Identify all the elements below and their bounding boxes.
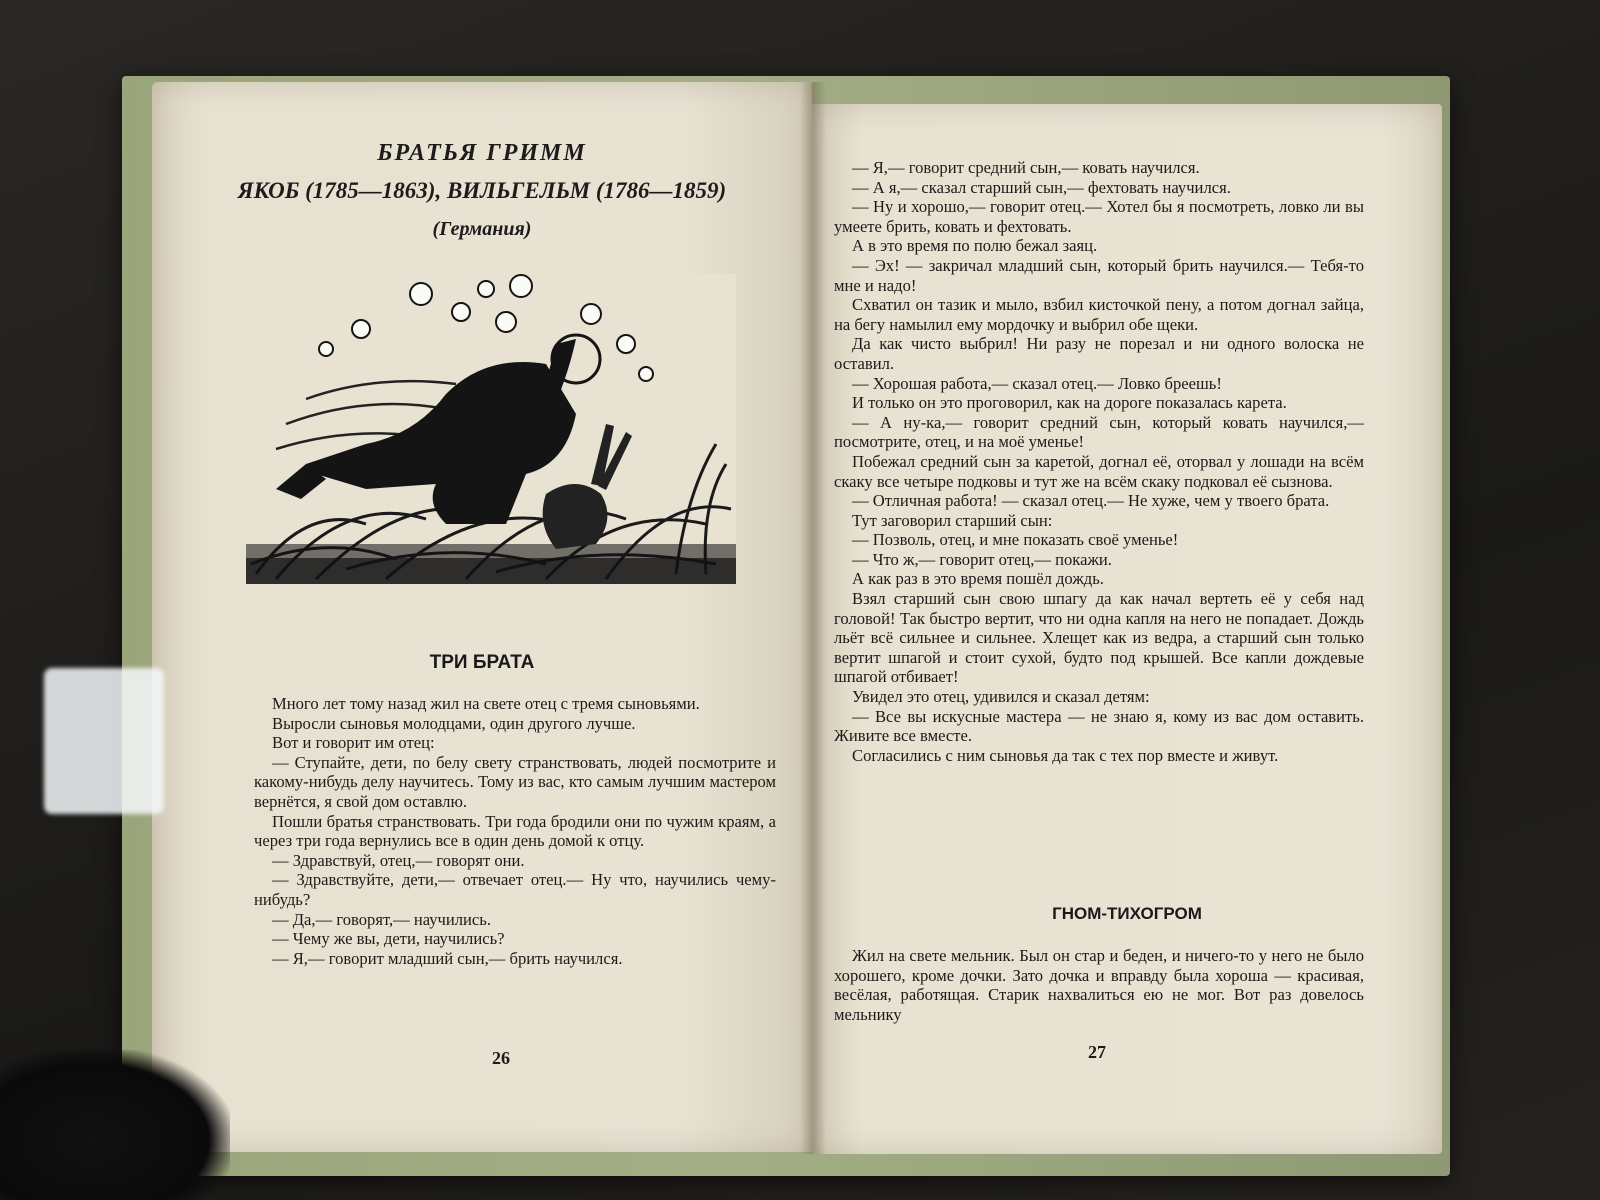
left-page <box>152 82 812 1152</box>
paragraph: — А ну-ка,— говорит средний сын, который ковать научился,— посмотрите, отец, и на моё уменье! <box>834 412 1364 452</box>
paragraph: — Отличная работа! — сказал отец.— Не хуже, чем у твоего брата. <box>852 491 1330 511</box>
book-gutter <box>800 82 826 1154</box>
paragraph: — Чему же вы, дети, научились? <box>272 929 505 949</box>
paragraph: — Ступайте, дети, по белу свету странствовать, людей посмотрите и какому-нибудь делу научитесь. Тому из вас, кто самым лучшим мастером вернётся, я свой дом оставлю. <box>254 752 776 811</box>
woodcut-illustration <box>246 274 736 584</box>
paragraph: — Позволь, отец, и мне показать своё уменье! <box>852 530 1179 550</box>
paragraph: Выросли сыновья молодцами, один другого лучше. <box>272 713 636 733</box>
paragraph: — Здравствуй, отец,— говорят они. <box>272 850 525 870</box>
right-page-text <box>834 158 1364 765</box>
right-page <box>812 104 1442 1154</box>
light-glare <box>44 668 164 814</box>
paragraph: — Что ж,— говорит отец,— покажи. <box>852 549 1112 569</box>
paragraph: Схватил он тазик и мыло, взбил кисточкой пену, а потом догнал зайца, на бегу намылил ему мордочку и выбрил обе щеки. <box>834 295 1364 334</box>
paragraph: И только он это проговорил, как на дороге показалась карета. <box>852 393 1287 413</box>
right-page-text-gnome <box>834 946 1364 1024</box>
paragraph: — Да,— говорят,— научились. <box>272 909 492 929</box>
paragraph: Увидел это отец, удивился и сказал детям: <box>852 687 1150 707</box>
paragraph: Вот и говорит им отец: <box>272 733 435 753</box>
paragraph: Да как чисто выбрил! Ни разу не порезал и ни одного волоска не оставил. <box>834 334 1364 373</box>
authors-heading: БРАТЬЯ ГРИММ <box>377 140 587 166</box>
story-title-three-brothers: ТРИ БРАТА <box>429 652 535 673</box>
paragraph: А как раз в это время пошёл дождь. <box>852 569 1104 589</box>
paragraph: Тут заговорил старший сын: <box>852 510 1053 530</box>
page-number-right: 27 <box>1088 1042 1106 1062</box>
page-number-left: 26 <box>492 1048 510 1068</box>
years-heading: ЯКОБ (1785—1863), ВИЛЬГЕЛЬМ (1786—1859) <box>237 178 727 203</box>
paragraph: — Здравствуйте, дети,— отвечает отец.— Ну что, научились чему-нибудь? <box>254 870 776 909</box>
paragraph: Согласились с ним сыновья да так с тех пор вместе и живут. <box>852 745 1279 765</box>
paragraph: — Я,— говорит средний сын,— ковать научился. <box>852 158 1200 177</box>
story-title-gnome: ГНОМ-ТИХОГРОМ <box>1052 904 1202 923</box>
gloved-hand <box>0 1050 230 1200</box>
paragraph: — Хорошая работа,— сказал отец.— Ловко бреешь! <box>852 373 1222 393</box>
paragraph: Взял старший сын свою шпагу да как начал вертеть её у себя над головой! Так быстро вертит, что ни одна капля на него не попадает. Дождь льёт всё сильнее и сильнее. Хлещет как из ведра, а старший сын только вертит шпагой и стоит сухой, будто под крышей. Все капли дождевые шпагой отбивает! <box>834 589 1364 687</box>
paragraph: — Эх! — закричал младший сын, который брить научился.— Тебя-то мне и надо! <box>834 255 1364 295</box>
paragraph: Побежал средний сын за каретой, догнал её, оторвал у лошади на всём скаку все четыре подковы и тут же на всём скаку подковал её сызнова. <box>834 451 1364 491</box>
paragraph: — Все вы искусные мастера — не знаю я, кому из вас дом оставить. Живите все вместе. <box>834 706 1364 746</box>
left-page-text <box>254 694 776 968</box>
paragraph: — А я,— сказал старший сын,— фехтовать научился. <box>852 177 1231 197</box>
paragraph: — Я,— говорит младший сын,— брить научился. <box>272 948 623 968</box>
paragraph: Много лет тому назад жил на свете отец с тремя сыновьями. <box>272 694 700 713</box>
paragraph: Пошли братья странствовать. Три года бродили они по чужим краям, а через три года вернулись все в один день домой к отцу. <box>254 811 776 851</box>
paragraph: — Ну и хорошо,— говорит отец.— Хотел бы я посмотреть, ловко ли вы умеете брить, ковать и фехтовать. <box>834 197 1364 236</box>
paragraph: А в это время по полю бежал заяц. <box>852 236 1098 256</box>
paragraph: Жил на свете мельник. Был он стар и беден, и ничего-то у него не было хорошего, кроме дочки. Зато дочка и вправду была хороша — красивая, весёлая, работящая. Старик нахвалиться ею не мог. Вот раз довелось мельнику <box>834 946 1364 1024</box>
country-heading: (Германия) <box>432 218 532 240</box>
